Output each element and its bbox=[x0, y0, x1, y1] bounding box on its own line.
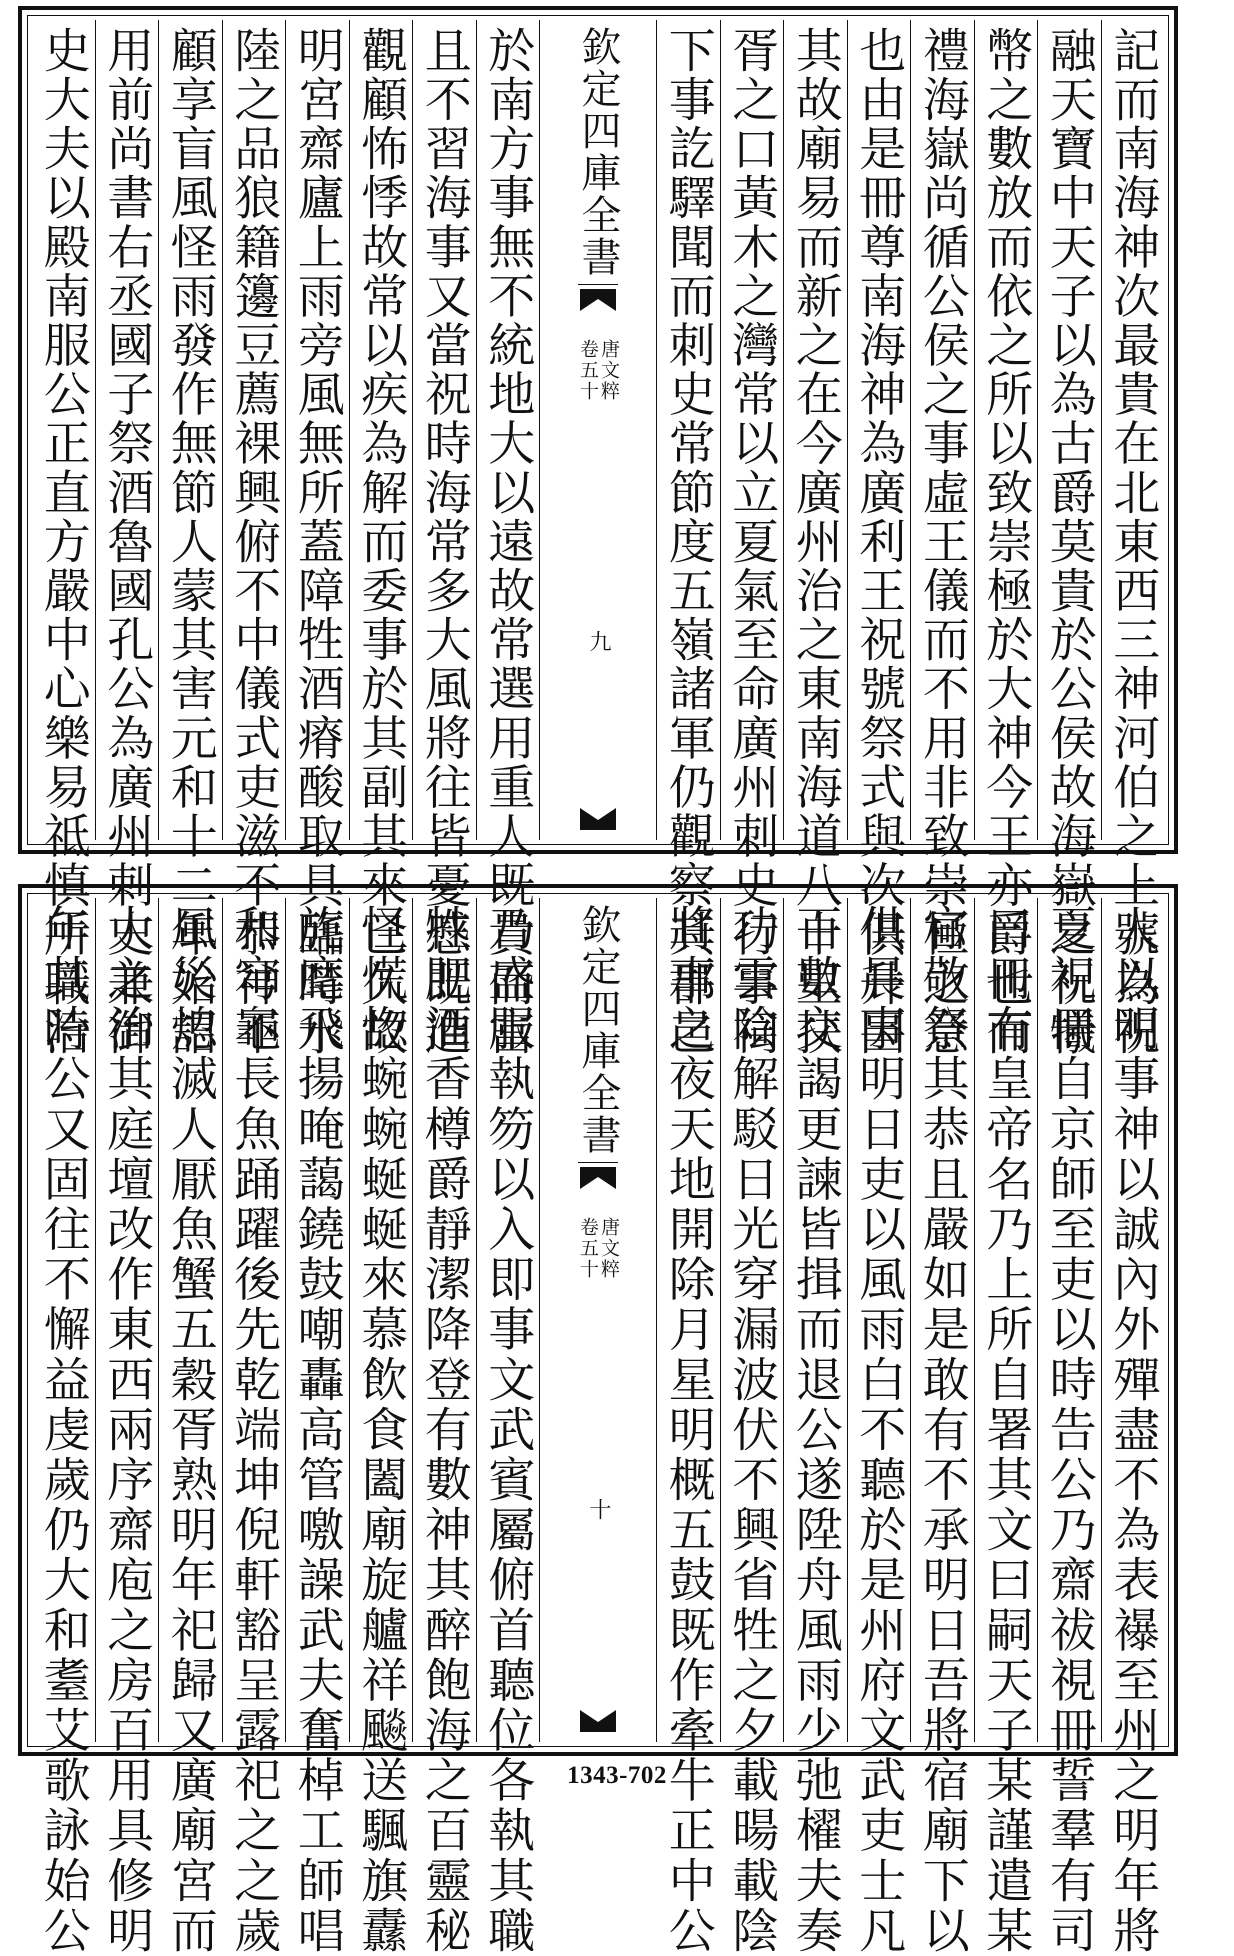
book-title: 欽定四庫全書 bbox=[578, 26, 618, 285]
text-column: 乃盛服執笏以入即事文武賓屬俯首聽位各執其職 bbox=[476, 898, 540, 1742]
text-column: 旄麾飛揚晻藹鐃鼓嘲轟高管噭譟武夫奮棹工師唱 bbox=[285, 898, 349, 1742]
text-column: 牲肥酒香樽爵靜潔降登有數神其醉飽海之百靈秘 bbox=[412, 898, 476, 1742]
text-column: 也由是冊尊南海神為廣利王祝號祭式與次俱升因 bbox=[847, 20, 911, 840]
text-column: 明宮齋廬上雨旁風無所蓋障牲酒瘠酸取具臨時水 bbox=[285, 20, 349, 840]
fish-tail-icon bbox=[578, 798, 618, 832]
text-column: 其故廟易而新之在今廣州治之東南海道八十里扶 bbox=[783, 20, 847, 840]
text-column: 下事訖驛聞而刺史常節度五嶺諸軍仍觀察其郡邑 bbox=[656, 20, 720, 840]
text-column: 用前尚書右丞國子祭酒魯國孔公為廣州刺史兼御 bbox=[95, 20, 159, 840]
folio-page-top bbox=[18, 6, 1178, 1058]
fish-tail-icon bbox=[578, 1700, 618, 1734]
fish-tail-icon bbox=[578, 1165, 618, 1199]
page-number-footer: 1343-702 bbox=[567, 1762, 667, 1789]
text-column: 和穹龜長魚踊躍後先乾端坤倪軒豁呈露祀之之歲 bbox=[222, 898, 286, 1742]
volume-number: 卷五十 bbox=[577, 1217, 599, 1280]
text-column: 百數交謁更諫皆揖而退公遂陞舟風雨少弛櫂夫奏 bbox=[783, 898, 847, 1742]
text-column: 將事之夜天地開除月星明概五鼓既作牽牛正中公 bbox=[656, 898, 720, 1742]
fish-tail-icon bbox=[578, 287, 618, 321]
text-column: 幣之數放而依之所以致崇極於大神今王亦爵也而 bbox=[974, 20, 1038, 840]
text-column: 功雲陰解駁日光穿漏波伏不興省牲之夕載暘載陰 bbox=[720, 898, 784, 1742]
text-column: 曰冊有皇帝名乃上所自署其文曰嗣天子某謹遣某 bbox=[974, 898, 1038, 1742]
collection-title: 唐文粹 bbox=[598, 339, 620, 402]
text-column: 胥之口黃木之灣常以立夏氣至命廣州刺史行事祠 bbox=[720, 20, 784, 840]
text-column: 於南方事無不統地大以遠故常選用重人既貴而富 bbox=[476, 20, 540, 840]
folio-number: 十 bbox=[586, 1498, 611, 1520]
text-columns bbox=[32, 20, 1164, 1058]
center-fold-column bbox=[539, 20, 656, 840]
text-column: 陸之品狼籍籩豆薦裸興俯不中儀式吏滋不恭神不 bbox=[222, 20, 286, 840]
text-column: 觀顧怖悸故常以疾為解而委事於其副其來已久故 bbox=[349, 20, 413, 840]
text-column: 人以明事神以誠內外殫盡不為表襮至州之明年將 bbox=[1101, 898, 1165, 1742]
book-title: 欽定四庫全書 bbox=[578, 904, 618, 1163]
text-column: 融天寶中天子以為古爵莫貴於公侯故海嶽之祝犧 bbox=[1037, 20, 1101, 840]
text-column: 風災熄滅人厭魚蟹五穀胥熟明年祀歸又廣廟宮而 bbox=[158, 898, 222, 1742]
text-column: 且不習海事又當祝時海常多大風將往皆憂慼既進 bbox=[412, 20, 476, 840]
chapter-label bbox=[578, 1217, 618, 1280]
collection-title: 唐文粹 bbox=[598, 1217, 620, 1280]
folio-number: 九 bbox=[586, 630, 611, 652]
text-column: 史大夫以殿南服公正直方嚴中心樂易祗慎所職治 bbox=[35, 26, 91, 1058]
text-column: 禮海嶽尚循公侯之事虛王儀而不用非致崇極之意 bbox=[910, 20, 974, 840]
chapter-label bbox=[578, 339, 618, 402]
text-column: 怪慌惚蜿蜿蜒蜒來慕飲食闔廟旋艫祥飈送颿旗纛 bbox=[349, 898, 413, 1742]
text-column: 供晨事明日吏以風雨白不聽於是州府文武吏士凡 bbox=[847, 898, 911, 1742]
text-column: 夏祝冊自京師至吏以時告公乃齋祓視冊誓羣有司 bbox=[1037, 898, 1101, 1742]
volume-number: 卷五十 bbox=[577, 339, 599, 402]
text-column: 顧享盲風怪雨發作無節人蒙其害元和十二年始詔 bbox=[158, 20, 222, 840]
text-column: 記而南海神次最貴在北東西三神河伯之上號為祝 bbox=[1101, 20, 1165, 840]
text-column: 大之治其庭壇改作東西兩序齋庖之房百用具修明 bbox=[95, 898, 159, 1742]
text-column: 官敬祭其恭且嚴如是敢有不承明日吾將宿廟下以 bbox=[910, 898, 974, 1742]
text-column: 年其時公又固往不懈益虔歲仍大和耋艾歌詠始公 bbox=[35, 904, 91, 1956]
center-fold-column bbox=[539, 898, 656, 1742]
